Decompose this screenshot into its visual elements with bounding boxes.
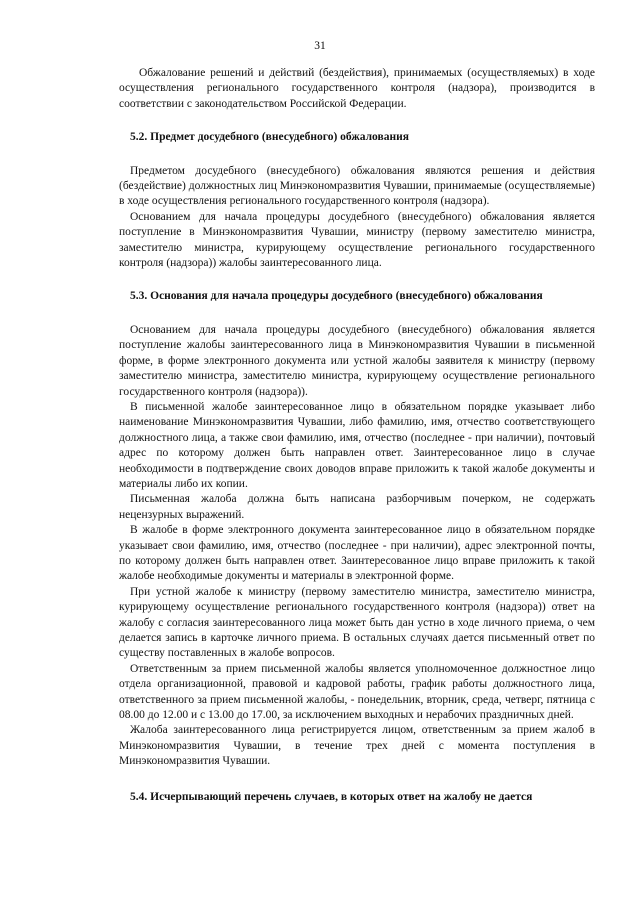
section-5-2-heading: 5.2. Предмет досудебного (внесудебного) обжалования [130, 131, 409, 144]
section-5-3-paragraph: Письменная жалоба должна быть написана разборчивым почерком, не содержать нецензурных выражений. [119, 493, 595, 521]
page-number: 31 [314, 40, 326, 52]
section-5-3-paragraph: В жалобе в форме электронного документа заинтересованное лицо в обязательном порядке указывает свои фамилию, имя, отчество (последнее - при наличии), адрес электронной почты, по которому должен быть направлен ответ. Заинтересованное лицо вправе приложить к такой жалобе необходимые документы и материалы в электронной форме. [119, 524, 595, 583]
section-5-4-heading: 5.4. Исчерпывающий перечень случаев, в которых ответ на жалобу не дается [130, 790, 533, 803]
section-5-3-paragraph: В письменной жалобе заинтересованное лицо в обязательном порядке указывает либо наименование Минэкономразвития Чувашии, либо фамилию, имя, отчество соответствующего должностного лица, а также свои фамилию, имя, отчество (последнее - при наличии), почтовый адрес по которому должен быть направлен ответ. Заинтересованное лицо в случае необходимости в подтверждение своих доводов вправе приложить к такой жалобе документы и материалы либо их копии. [119, 400, 595, 490]
section-5-3-paragraph: При устной жалобе к министру (первому заместителю министра, заместителю министра, курирующему осуществление регионального государственного контроля (надзора)) ответ на жалобу с согласия заинтересованного лица может быть дан устно в ходе личного приема, о чем делается запись в карточке личного приема. В остальных случаях дается письменный ответ по существу поставленных в жалобе вопросов. [119, 585, 595, 660]
section-5-2-paragraph: Основанием для начала процедуры досудебного (внесудебного) обжалования является поступление в Минэкономразвития Чувашии, министру (первому заместителю министра, заместителю министра, курирующему осуществление регионального государственного контроля (надзора)) жалобы заинтересованного лица. [119, 210, 595, 270]
intro-paragraph: Обжалование решений и действий (бездействия), принимаемых (осуществляемых) в ходе осуществления регионального государственного контроля (надзора), производится в соответствии с законодательством Российской Федерации. [119, 67, 595, 110]
section-5-2-paragraph: Предметом досудебного (внесудебного) обжалования являются решения и действия (бездействие) должностных лиц Минэкономразвития Чувашии, принимаемые (осуществляемые) в ходе осуществления регионального государственного контроля (надзора). [119, 164, 595, 208]
document-body [119, 66, 595, 805]
section-5-3-heading: 5.3. Основания для начала процедуры досудебного (внесудебного) обжалования [130, 290, 543, 303]
section-5-3-paragraph: Ответственным за прием письменной жалобы является уполномоченное должностное лицо отдела организационной, правовой и кадровой работы, график работы должностного лица, ответственного за прием письменной жалобы, - понедельник, вторник, среда, четверг, пятница с 08.00 до 12.00 и с 13.00 до 17.00, за исключением выходных и нерабочих праздничных дней. [119, 662, 595, 722]
section-5-3-paragraph: Основанием для начала процедуры досудебного (внесудебного) обжалования является поступление жалобы заинтересованного лица в Минэкономразвития Чувашии в письменной форме, в форме электронного документа или устной жалобы заявителя к министру (первому заместителю министра, заместителю министра, курирующему осуществление регионального государственного контроля (надзора)). [119, 323, 595, 398]
section-5-3-paragraph: Жалоба заинтересованного лица регистрируется лицом, ответственным за прием жалоб в Минэкономразвития Чувашии, в течение трех дней с момента поступления в Минэкономразвития Чувашии. [119, 724, 595, 768]
